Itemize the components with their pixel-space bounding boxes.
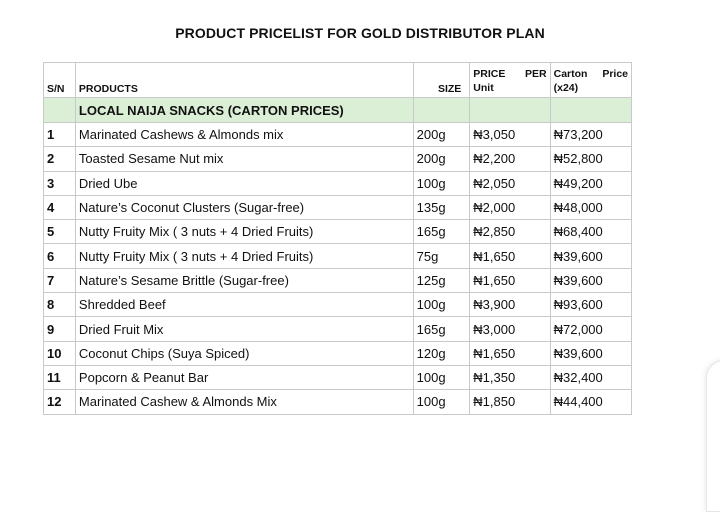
section-carton-cell <box>550 98 631 123</box>
row-size: 75g <box>413 244 470 268</box>
table-row <box>44 195 632 219</box>
row-sn: 7 <box>44 268 76 292</box>
row-carton-price: ₦73,200 <box>550 123 631 147</box>
row-unit-price: ₦1,650 <box>470 244 550 268</box>
row-carton-price: ₦49,200 <box>550 171 631 195</box>
section-size-cell <box>413 98 470 123</box>
row-product: Dried Ube <box>75 171 413 195</box>
section-unit-cell <box>470 98 550 123</box>
row-carton-price: ₦39,600 <box>550 268 631 292</box>
table-row <box>44 293 632 317</box>
row-carton-price: ₦48,000 <box>550 195 631 219</box>
row-size: 200g <box>413 147 470 171</box>
row-sn: 3 <box>44 171 76 195</box>
row-product: Coconut Chips (Suya Spiced) <box>75 341 413 365</box>
header-unit-price-line-2: Unit <box>473 82 494 94</box>
header-unit-price-word-2: PER <box>525 68 547 80</box>
row-size: 100g <box>413 171 470 195</box>
row-unit-price: ₦2,050 <box>470 171 550 195</box>
table-row <box>44 268 632 292</box>
row-product: Nutty Fruity Mix ( 3 nuts + 4 Dried Fruits) <box>75 244 413 268</box>
row-product: Nature’s Sesame Brittle (Sugar-free) <box>75 268 413 292</box>
row-sn: 6 <box>44 244 76 268</box>
section-row <box>44 98 632 123</box>
row-unit-price: ₦2,850 <box>470 220 550 244</box>
header-sn: S/N <box>44 63 76 98</box>
table-row <box>44 123 632 147</box>
table-row <box>44 147 632 171</box>
row-size: 200g <box>413 123 470 147</box>
row-product: Dried Fruit Mix <box>75 317 413 341</box>
section-sn-cell <box>44 98 76 123</box>
price-table <box>43 62 632 415</box>
row-sn: 12 <box>44 390 76 414</box>
row-unit-price: ₦3,000 <box>470 317 550 341</box>
row-carton-price: ₦44,400 <box>550 390 631 414</box>
row-sn: 9 <box>44 317 76 341</box>
row-unit-price: ₦1,650 <box>470 268 550 292</box>
row-carton-price: ₦93,600 <box>550 293 631 317</box>
section-label: LOCAL NAIJA SNACKS (CARTON PRICES) <box>75 98 413 123</box>
header-carton-price <box>550 63 631 98</box>
row-unit-price: ₦1,350 <box>470 365 550 389</box>
table-row <box>44 317 632 341</box>
row-size: 135g <box>413 195 470 219</box>
header-products: PRODUCTS <box>75 63 413 98</box>
header-carton-price-line-2: (x24) <box>553 82 579 94</box>
document-title: PRODUCT PRICELIST FOR GOLD DISTRIBUTOR PLAN <box>175 25 545 41</box>
table-row <box>44 365 632 389</box>
page-edge-overlay <box>706 360 720 512</box>
row-size: 165g <box>413 317 470 341</box>
row-size: 125g <box>413 268 470 292</box>
row-carton-price: ₦68,400 <box>550 220 631 244</box>
table-row <box>44 220 632 244</box>
row-unit-price: ₦1,650 <box>470 341 550 365</box>
row-sn: 8 <box>44 293 76 317</box>
row-carton-price: ₦52,800 <box>550 147 631 171</box>
row-product: Popcorn & Peanut Bar <box>75 365 413 389</box>
row-product: Nutty Fruity Mix ( 3 nuts + 4 Dried Fruits) <box>75 220 413 244</box>
row-sn: 11 <box>44 365 76 389</box>
table-row <box>44 390 632 414</box>
header-size: SIZE <box>413 63 470 98</box>
row-product: Toasted Sesame Nut mix <box>75 147 413 171</box>
table-row <box>44 244 632 268</box>
row-carton-price: ₦39,600 <box>550 341 631 365</box>
row-sn: 4 <box>44 195 76 219</box>
row-carton-price: ₦32,400 <box>550 365 631 389</box>
row-size: 100g <box>413 365 470 389</box>
row-size: 100g <box>413 293 470 317</box>
row-size: 165g <box>413 220 470 244</box>
row-sn: 5 <box>44 220 76 244</box>
header-unit-price <box>470 63 550 98</box>
row-unit-price: ₦2,000 <box>470 195 550 219</box>
row-product: Marinated Cashews & Almonds mix <box>75 123 413 147</box>
header-carton-price-word-2: Price <box>602 68 628 80</box>
row-unit-price: ₦3,050 <box>470 123 550 147</box>
table-row <box>44 171 632 195</box>
row-sn: 1 <box>44 123 76 147</box>
row-unit-price: ₦2,200 <box>470 147 550 171</box>
table-header-row <box>44 63 632 98</box>
row-product: Nature’s Coconut Clusters (Sugar-free) <box>75 195 413 219</box>
row-carton-price: ₦39,600 <box>550 244 631 268</box>
row-sn: 10 <box>44 341 76 365</box>
row-carton-price: ₦72,000 <box>550 317 631 341</box>
header-unit-price-word-1: PRICE <box>473 68 506 80</box>
header-carton-price-word-1: Carton <box>553 68 588 80</box>
row-sn: 2 <box>44 147 76 171</box>
row-size: 120g <box>413 341 470 365</box>
row-product: Marinated Cashew & Almonds Mix <box>75 390 413 414</box>
table-row <box>44 341 632 365</box>
row-product: Shredded Beef <box>75 293 413 317</box>
row-size: 100g <box>413 390 470 414</box>
row-unit-price: ₦3,900 <box>470 293 550 317</box>
row-unit-price: ₦1,850 <box>470 390 550 414</box>
